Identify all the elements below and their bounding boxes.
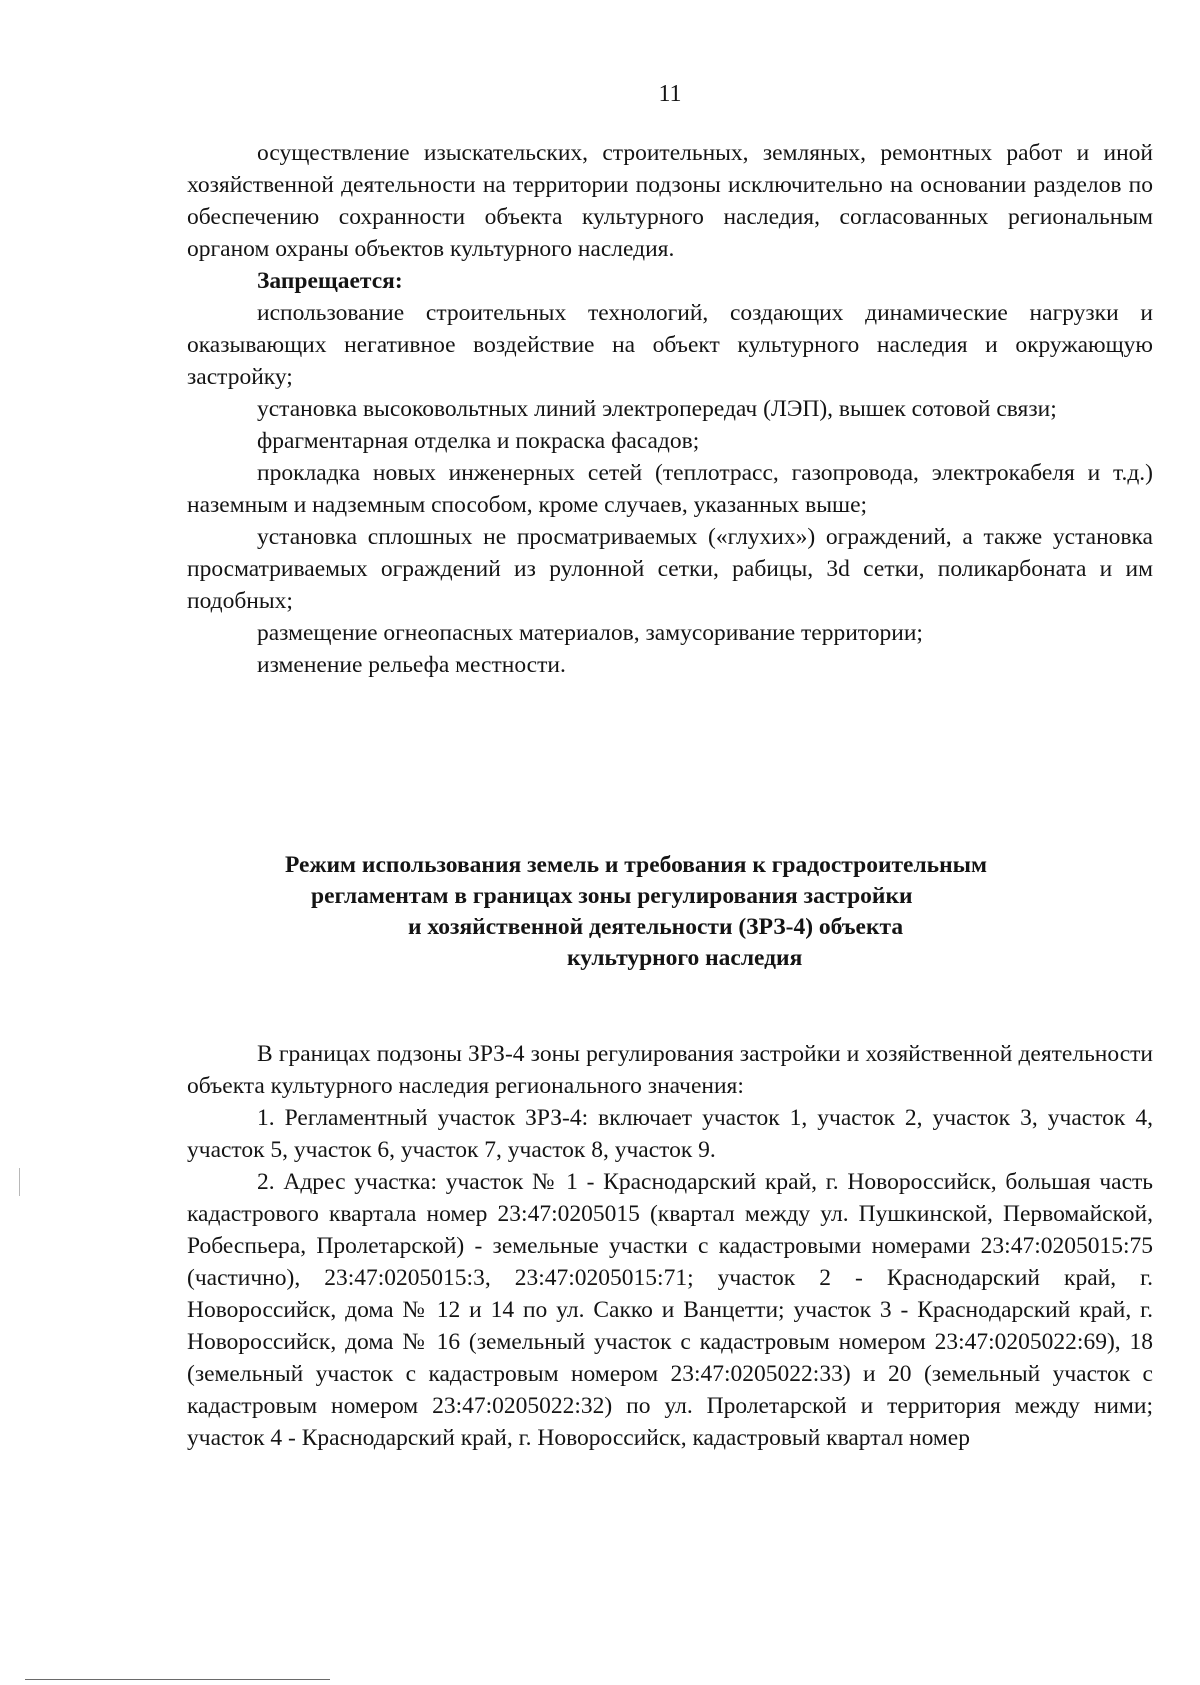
prohibited-item-power-lines: установка высоковольтных линий электропередач (ЛЭП), вышек сотовой связи;: [257, 396, 1057, 422]
prohibited-item-fences: установка сплошных не просматриваемых («глухих») ограждений, а также установка просматриваемых ограждений из рулонной сетки, рабицы, 3d сетки, поликарбоната и им подобных;: [187, 524, 1153, 614]
section-heading-line: регламентам в границах зоны регулирования застройки: [311, 883, 913, 909]
paragraph-plot-address: 2. Адрес участка: участок № 1 - Краснодарский край, г. Новороссийск, большая часть кадастрового квартала номер 23:47:0205015 (квартал между ул. Пушкинской, Первомайской, Робеспьера, Пролетарской) - земельные участки с кадастровыми номерами 23:47:0205015:75 (частично), 23:47:0205015:3, 23:47:0205015:71; участок 2 - Краснодарский край, г. Новороссийск, дома № 12 и 14 по ул. Сакко и Ванцетти; участок 3 - Краснодарский край, г. Новороссийск, дома № 16 (земельный участок с кадастровым номером 23:47:0205022:69), 18 (земельный участок с кадастровым номером 23:47:0205022:33) и 20 (земельный участок с кадастровым номером 23:47:0205022:32) по ул. Пролетарской и территория между ними; участок 4 - Краснодарский край, г. Новороссийск, кадастровый квартал номер: [187, 1169, 1153, 1451]
paragraph-zone-intro: В границах подзоны ЗРЗ-4 зоны регулирования застройки и хозяйственной деятельности объекта культурного наследия регионального значения:: [187, 1041, 1153, 1099]
bottom-text-block: [187, 1038, 1153, 1454]
section-heading-line: культурного наследия: [567, 945, 803, 971]
paragraph-regulation-plot: 1. Регламентный участок ЗРЗ-4: включает участок 1, участок 2, участок 3, участок 4, участок 5, участок 6, участок 7, участок 8, участок 9.: [187, 1105, 1153, 1163]
footer-rule: [25, 1679, 330, 1680]
section-heading-line: и хозяйственной деятельности (ЗРЗ-4) объекта: [408, 914, 904, 940]
prohibited-heading: Запрещается:: [257, 268, 403, 294]
section-heading: [187, 850, 1153, 974]
page-number: 11: [658, 81, 682, 107]
top-text-block: [187, 137, 1153, 681]
paragraph-survey-works: осуществление изыскательских, строительных, земляных, ремонтных работ и иной хозяйственной деятельности на территории подзоны исключительно на основании разделов по обеспечению сохранности объекта культурного наследия, согласованных региональным органом охраны объектов культурного наследия.: [187, 140, 1153, 262]
prohibited-item-networks: прокладка новых инженерных сетей (теплотрасс, газопровода, электрокабеля и т.д.) наземным и надземным способом, кроме случаев, указанных выше;: [187, 460, 1153, 518]
prohibited-item-technologies: использование строительных технологий, создающих динамические нагрузки и оказывающих негативное воздействие на объект культурного наследия и окружающую застройку;: [187, 300, 1153, 390]
scan-margin-mark: [19, 1168, 20, 1196]
prohibited-item-materials: размещение огнеопасных материалов, замусоривание территории;: [257, 620, 923, 646]
section-heading-line: Режим использования земель и требования к градостроительным: [285, 852, 987, 878]
prohibited-item-facades: фрагментарная отделка и покраска фасадов;: [257, 428, 700, 454]
prohibited-item-relief: изменение рельефа местности.: [257, 652, 566, 678]
